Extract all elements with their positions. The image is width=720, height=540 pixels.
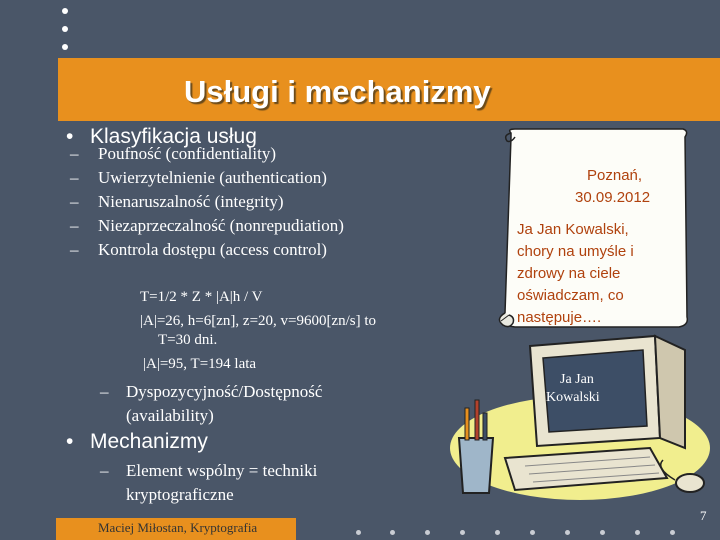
dash-mark: – — [70, 144, 79, 163]
slide-title: Usługi i mechanizmy — [184, 74, 491, 109]
scroll-image — [497, 127, 689, 334]
bullet-label: Mechanizmy — [90, 430, 208, 453]
list-item — [70, 214, 344, 238]
list-item — [70, 166, 344, 190]
decor-dot — [600, 530, 605, 535]
scroll-line: oświadczam, co — [517, 287, 624, 304]
decor-dot — [670, 530, 675, 535]
list-item — [70, 238, 344, 262]
decor-dot — [530, 530, 535, 535]
availability-line: (availability) — [126, 406, 214, 425]
dash-mark: – — [100, 461, 109, 480]
bullet-mark: • — [66, 125, 74, 148]
list-item — [70, 190, 344, 214]
monitor-text: Kowalski — [546, 390, 600, 405]
decor-dot — [390, 530, 395, 535]
decor-dot — [62, 44, 68, 50]
footer-text: Maciej Miłostan, Kryptografia — [98, 520, 258, 535]
list-item-text: Nienaruszalność (integrity) — [98, 192, 284, 211]
list-item-text: Poufność (confidentiality) — [98, 144, 276, 163]
mechanism-line: Element wspólny = techniki — [126, 461, 318, 480]
scroll-line: chory na umyśle i — [517, 243, 634, 260]
formula-line: |A|=26, h=6[zn], z=20, v=9600[zn/s] to — [140, 313, 377, 329]
availability-item — [100, 380, 322, 428]
bullet-mechanizmy — [66, 430, 208, 454]
scroll-date: 30.09.2012 — [575, 189, 651, 206]
list-item-text: Kontrola dostępu (access control) — [98, 240, 327, 259]
dash-mark: – — [70, 216, 79, 235]
scroll-line: zdrowy na ciele — [517, 265, 621, 282]
list-item-text: Uwierzytelnienie (authentication) — [98, 168, 327, 187]
mechanism-item — [100, 459, 317, 507]
mechanism-line: kryptograficzne — [126, 485, 234, 504]
computer-clipart — [445, 328, 715, 508]
decor-dot — [635, 530, 640, 535]
monitor-text: Ja Jan — [560, 372, 594, 387]
decor-dot — [356, 530, 361, 535]
scroll-place: Poznań, — [587, 167, 643, 184]
scroll-line: następuje…. — [517, 309, 602, 326]
decor-dot — [565, 530, 570, 535]
formula-line: T=1/2 * Z * |A|h / V — [140, 289, 263, 305]
page-number: 7 — [700, 508, 707, 523]
dash-mark: – — [70, 168, 79, 187]
bullet-mark: • — [66, 430, 74, 453]
dash-mark: – — [100, 382, 109, 401]
decor-dot — [495, 530, 500, 535]
bullet-label: Klasyfikacja usług — [90, 125, 257, 148]
dash-mark: – — [70, 240, 79, 259]
decor-dot — [460, 530, 465, 535]
decor-dot — [62, 26, 68, 32]
dash-mark: – — [70, 192, 79, 211]
decor-dot — [62, 8, 68, 14]
formula-line: T=30 dni. — [158, 332, 218, 348]
services-list — [70, 142, 344, 262]
list-item-text: Niezaprzeczalność (nonrepudiation) — [98, 216, 344, 235]
scroll-line: Ja Jan Kowalski, — [517, 221, 629, 238]
list-item — [70, 142, 344, 166]
formula-line: |A|=95, T=194 lata — [143, 356, 257, 372]
availability-line: Dyspozycyjność/Dostępność — [126, 382, 323, 401]
decor-dot — [425, 530, 430, 535]
